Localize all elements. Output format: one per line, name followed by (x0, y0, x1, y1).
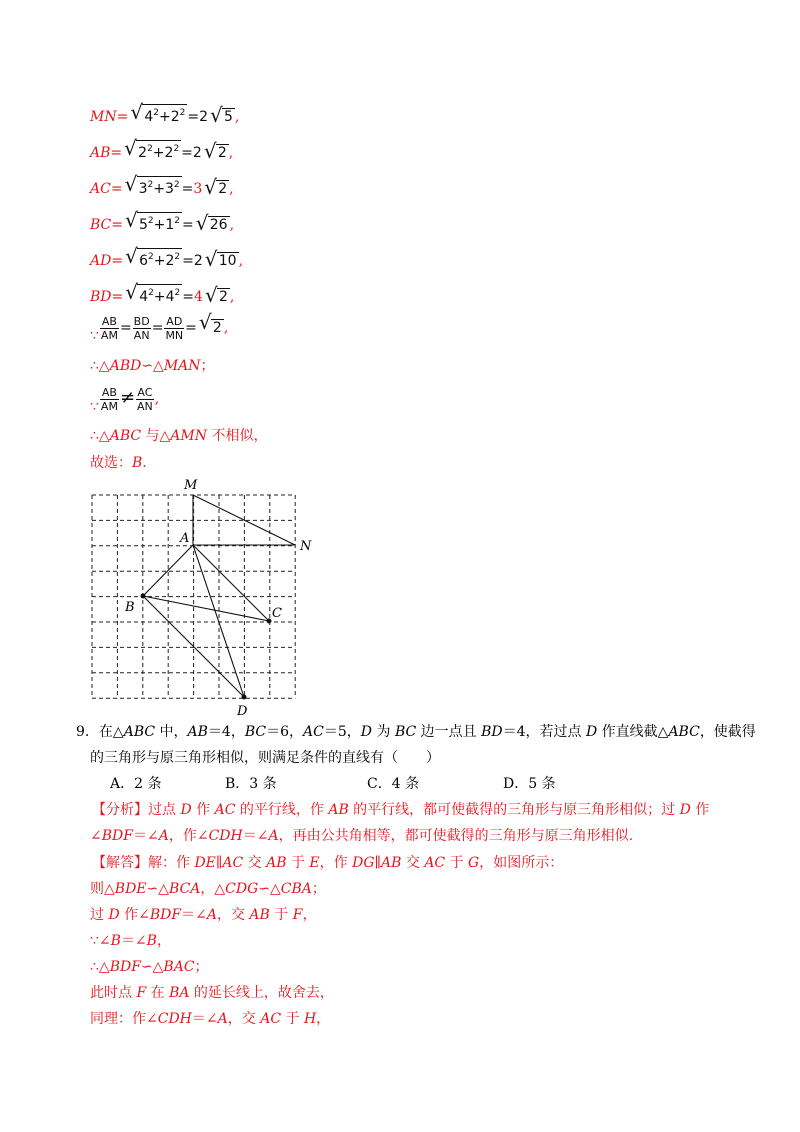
option-d[interactable]: D．5 条 (503, 776, 556, 792)
math-variable: D (180, 802, 192, 818)
analysis-line1: 【分析】过点 D 作 AC 的平行线，作 AB 的平行线，都可使截得的三角形与原三角形相似；过 D 作 (92, 802, 710, 818)
text-run: 作直线截△ (597, 724, 669, 740)
math-variable: BCA (169, 881, 201, 897)
text-run: ，作∠ (168, 828, 209, 844)
math-variable: D (360, 724, 373, 740)
text-run: ，再由公共角相等，都可使截得的三角形与原三角形相似. (278, 828, 634, 844)
math-variable: ABC (123, 724, 156, 740)
math-variable: A (217, 1011, 228, 1027)
math-variable: BD (481, 724, 503, 740)
math-variable: H (303, 1011, 317, 1027)
text-run: 边一点且 (416, 724, 482, 740)
segment-ac (193, 545, 269, 621)
math-variable: AC (222, 855, 244, 871)
math-variable: BDF (101, 828, 133, 844)
solution-line2 (90, 879, 326, 899)
text-run: ， (156, 933, 171, 949)
math-variable: AB (187, 724, 208, 740)
math-variable: D (679, 802, 691, 818)
label-d: D (237, 704, 248, 719)
math-variable: AB (328, 802, 349, 818)
label-n: N (300, 539, 312, 554)
math-variable: BC (394, 724, 417, 740)
text-run: 则△ (90, 881, 115, 897)
math-variable: AC (424, 855, 446, 871)
analysis-line2 (90, 826, 633, 846)
segment-ab (143, 545, 193, 596)
text-run: 过点 (148, 802, 181, 818)
text-run: 的延长线上，故舍去， (189, 985, 334, 1001)
because-ratio-not-equal: ∵ $\frac{AB}{AM}$ ≠ $\frac{AC}{AN}$ , (90, 385, 160, 415)
text-run: ∥ (374, 855, 381, 871)
label-b: B (125, 600, 135, 615)
text-run: 在 (146, 985, 170, 1001)
text-run: 作∠ (119, 907, 150, 923)
math-variable: B (146, 933, 157, 949)
segment-bd (143, 596, 244, 697)
math-variable: AC (303, 724, 324, 740)
math-variable: DE (194, 855, 216, 871)
text-run: ＝5， (323, 724, 361, 740)
text-run: ∴△ (90, 959, 110, 975)
solution-line1: 【解答】解：作 DE∥AC 交 AB 于 E，作 DG∥AB 交 AC 于 G，如图所示： (92, 855, 564, 871)
math-variable: BDF (109, 959, 141, 975)
math-variable: AB (249, 907, 270, 923)
text-run: ； (194, 959, 209, 975)
label-c: C (272, 606, 282, 621)
math-variable: A (268, 828, 279, 844)
calc-bd: BD= √ $4^2+4^2 =4$ √ 2 , (90, 280, 235, 307)
math-variable: F (292, 907, 303, 923)
calc-ad: AD= √ $6^2+2^2 =2$ √ 10 , (90, 244, 244, 271)
text-run: ； (311, 881, 326, 897)
text-run: 在△ (98, 724, 124, 740)
text-run: ∽△ (146, 881, 170, 897)
segment-mn (193, 495, 295, 545)
segment-ad (193, 545, 244, 697)
text-run: ∵∠ (90, 933, 111, 949)
text-run: ∽△ (140, 959, 164, 975)
figure-lines (143, 495, 295, 697)
text-run: 中， (155, 724, 188, 740)
text-run: 的平行线，都可使截得的三角形与原三角形相似；过 (348, 802, 680, 818)
math-variable: BC (244, 724, 267, 740)
math-variable: CDH (157, 1011, 192, 1027)
point-d (242, 695, 247, 700)
label-a: A (180, 531, 190, 546)
text-run: 为 (372, 724, 395, 740)
math-variable: D (108, 907, 120, 923)
therefore-not-similar: ∴△ABC 与△AMN 不相似， (90, 428, 268, 444)
text-run: ，作 (319, 855, 353, 871)
text-run: 同理：作∠ (90, 1011, 158, 1027)
therefore-similar: ∴△ABD∽△MAN； (90, 358, 215, 374)
text-run: ＝∠ (132, 828, 159, 844)
sqrt: √ $4^2+2^2$ (130, 100, 186, 125)
math-variable: CDH (208, 828, 243, 844)
math-variable: AC (214, 802, 236, 818)
calc-mn: MN= √ $4^2+2^2 =2$ √ 5 , (90, 100, 240, 127)
text-run: ， (302, 907, 317, 923)
math-variable: AB (266, 855, 287, 871)
text-run: 交 (401, 855, 425, 871)
calc-label: MN (90, 109, 117, 125)
option-b[interactable]: B．3 条 (225, 776, 277, 792)
text-run: ，交 (216, 907, 250, 923)
math-variable: A (206, 907, 217, 923)
text-run: ， (316, 1011, 331, 1027)
text-run: ＝∠ (181, 907, 207, 923)
text-run: ∠ (90, 828, 102, 844)
math-variable: G (468, 855, 480, 871)
text-run: ，使截得 (699, 724, 756, 740)
text-run: 于 (269, 907, 293, 923)
text-run: 作 (191, 802, 215, 818)
math-variable: AC (260, 1011, 282, 1027)
math-variable: F (136, 985, 147, 1001)
text-run: ∥ (215, 855, 223, 871)
q9-line2: 的三角形与原三角形相似，则满足条件的直线有（ ） (90, 750, 440, 766)
point-c (267, 619, 272, 624)
option-a[interactable]: A．2 条 (110, 776, 162, 792)
math-variable: ABC (668, 724, 700, 740)
text-run: 交 (243, 855, 267, 871)
point-b (141, 594, 146, 599)
math-variable: BDF (149, 907, 182, 923)
math-variable: D (585, 724, 598, 740)
solution-line7 (90, 1009, 330, 1029)
math-variable: B (110, 933, 121, 949)
segment-bc (143, 596, 269, 621)
solution-line5 (90, 957, 209, 977)
text-run: 的平行线，作 (235, 802, 329, 818)
text-run: ＝∠ (120, 933, 147, 949)
math-variable: E (309, 855, 320, 871)
solution-line6 (90, 983, 334, 1003)
solution-line4 (90, 931, 171, 951)
math-variable: A (158, 828, 169, 844)
because-ratio-equal: ∵ $\frac{AB}{AM}$ = $\frac{BD}{AN}$ = $\frac{AD}{MN}$ = √ 2 , (90, 310, 229, 344)
math-variable: CBA (280, 881, 312, 897)
calc-ab: AB= √ $2^2+2^2 =2$ √ 2 , (90, 136, 234, 163)
text-run: 于 (286, 855, 310, 871)
math-variable: BDE (114, 881, 147, 897)
text-run: ，△ (200, 881, 226, 897)
calc-bc: BC= √ $5^2+1^2$ = √ 26 , (90, 208, 235, 235)
text-run: 过 (90, 907, 109, 923)
math-variable: CDG (225, 881, 259, 897)
solution-line3 (90, 905, 316, 925)
math-variable: DG (352, 855, 375, 871)
text-run: 作 (690, 802, 710, 818)
text-run: ，如图所示： (479, 855, 564, 871)
text-run: ＝4， (207, 724, 245, 740)
option-c[interactable]: C．4 条 (367, 776, 420, 792)
text-run: ＝∠ (242, 828, 269, 844)
text-run: 于 (281, 1011, 304, 1027)
math-variable: AB (381, 855, 402, 871)
calc-ac: AC= √ $3^2+3^2 =3$ √ 2 , (90, 172, 234, 199)
label-m: M (184, 478, 198, 493)
text-run: ＝6， (266, 724, 304, 740)
q9-line1: 9．在△ABC 中，AB＝4，BC＝6，AC＝5，D 为 BC 边一点且 BD＝4，若过点 D 作直线截△ABC，使截得 (76, 724, 756, 740)
text-run: 解：作 (148, 855, 195, 871)
text-run: 于 (445, 855, 469, 871)
math-variable: BA (169, 985, 190, 1001)
answer: 故选：B. (90, 455, 147, 471)
dashed-grid (92, 495, 295, 698)
text-run: ，交 (227, 1011, 261, 1027)
text-run: ∽△ (258, 881, 281, 897)
math-variable: BAC (163, 959, 195, 975)
text-run: 此时点 (90, 985, 137, 1001)
text-run: ＝∠ (191, 1011, 218, 1027)
text-run: ＝4，若过点 (502, 724, 586, 740)
